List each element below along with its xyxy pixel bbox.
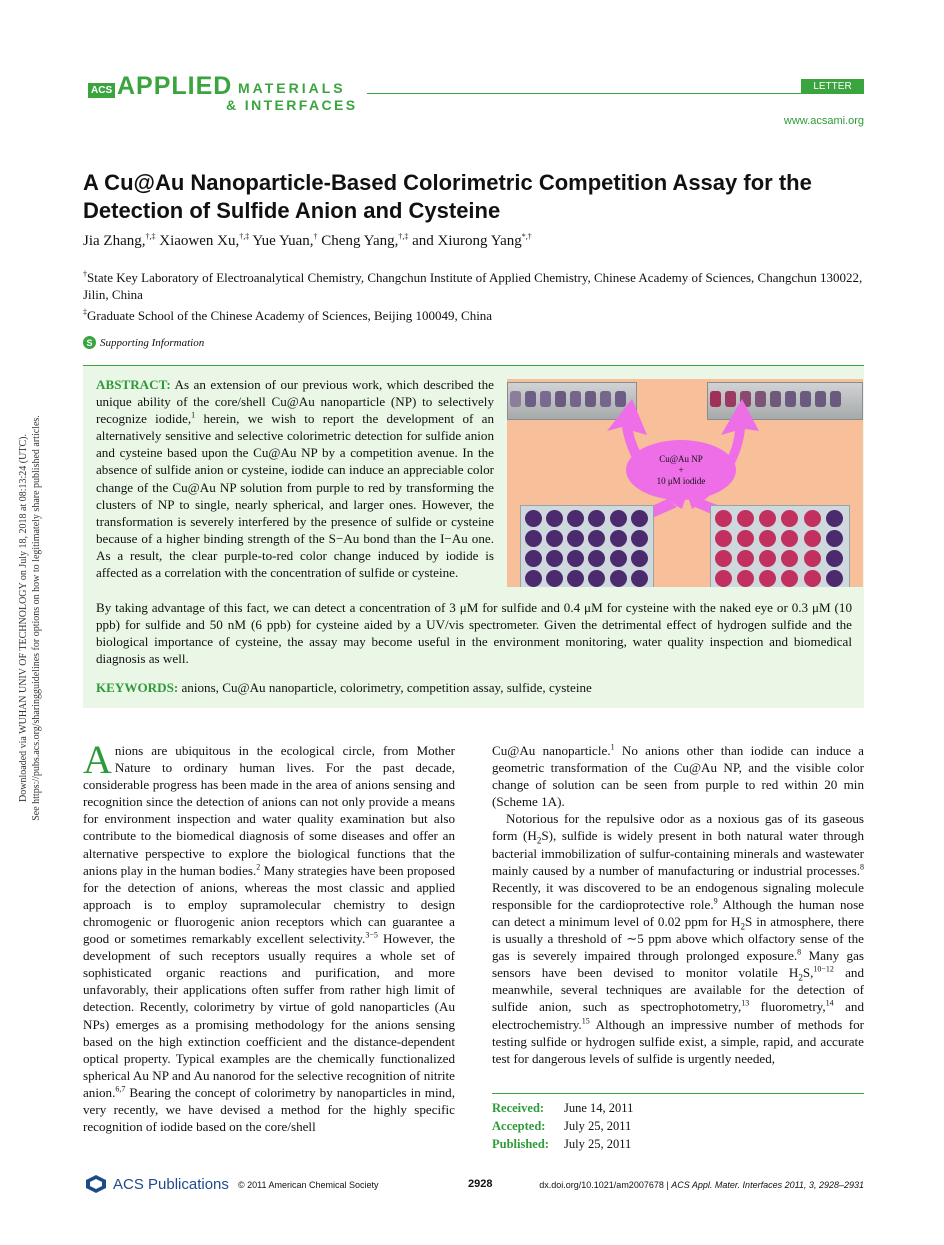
well [759, 570, 776, 587]
affiliation-text: State Key Laboratory of Electroanalytical Chemistry, Changchun Institute of Applied Chemistry, Chinese Academy of Sciences, Changchun 130022, Jilin, China [83, 270, 863, 302]
well [610, 530, 627, 547]
date-row [492, 1135, 633, 1153]
date-label: Published: [492, 1137, 549, 1151]
date-value: June 14, 2011 [564, 1101, 634, 1115]
author-name[interactable]: Xiaowen Xu, [159, 233, 240, 249]
citation-ref[interactable]: 8 [797, 947, 802, 957]
publisher-name: ACS Publications [113, 1175, 229, 1193]
journal-url-link[interactable]: www.acsami.org [783, 115, 864, 127]
paragraph [492, 742, 864, 810]
date-label: Accepted: [492, 1119, 546, 1133]
well [546, 510, 563, 527]
paragraph [492, 810, 864, 1066]
body-text: and electrochemistry. [492, 999, 864, 1032]
article-type-tab: LETTER [801, 79, 864, 94]
subscript: 2 [798, 972, 803, 983]
author-name[interactable]: Jia Zhang, [83, 233, 146, 249]
well [546, 570, 563, 587]
body-text: S in atmosphere, there is usually a threshold of ∼5 ppm above which olfactory sense of the gas is severely impaired through prolonged exposure. [492, 913, 864, 964]
abstract-text-1b: herein, we wish to report the development of an alternatively sensitive and selective colorimetric detection for sulfide anion and cysteine based upon the Cu@Au NP by a competition avenue. In the absence of sulfide anion or cysteine, iodide can induce an appreciable color change of the Cu@Au NP solution from purple to red by transforming the clusters of NP to single, nearly spherical, and larger ones. However, the transformation is severely interfered by the presence of sulfide or cysteine because of a higher binding strength of the S−Au bond than the I−Au one. As a result, the clear purple-to-red color change induced by iodide is affected as a correlation with the concentration of sulfide or cysteine. [96, 411, 494, 581]
well [567, 530, 584, 547]
well [631, 510, 648, 527]
watermark-line-2: See https://pubs.acs.org/sharingguidelines for options on how to legitimately share published articles. [31, 415, 42, 821]
well [781, 510, 798, 527]
body-text: Bearing the concept of colorimetry by nanoparticles in mind, very recently, we have devised a method for the highly specific recognition of iodide based on the core/shell [83, 1084, 455, 1135]
affiliation-mark: † [83, 269, 87, 279]
journal-citation: ACS Appl. Mater. Interfaces 2011, 3, 2928–2931 [671, 1180, 864, 1190]
graphical-abstract [507, 379, 863, 587]
well [588, 570, 605, 587]
well [588, 530, 605, 547]
citation-ref[interactable]: 13 [741, 999, 750, 1009]
well [826, 530, 843, 547]
citation-ref[interactable]: 15 [581, 1016, 590, 1026]
well [826, 550, 843, 567]
body-text: fluorometry, [749, 999, 826, 1015]
author-affiliation-mark: †,‡ [145, 232, 156, 241]
citation-ref[interactable]: 8 [860, 862, 864, 872]
acs-hexagon-icon [85, 1174, 107, 1194]
well [525, 530, 542, 547]
body-text: Many strategies have been proposed for the detection of anions, whereas the most classic and applied approach is to employ supramolecular chemistry to design chromogenic or fluorogenic anion receptors which can guarantee a good or sometimes remarkably excellent selectivity. [83, 862, 455, 947]
citation-ref[interactable]: 6,7 [115, 1084, 126, 1094]
well [715, 530, 732, 547]
well [737, 550, 754, 567]
reagent-line-2: + [678, 464, 684, 475]
journal-logo-interfaces: & INTERFACES [226, 97, 358, 113]
well [567, 550, 584, 567]
well [631, 530, 648, 547]
reagent-line-3: 10 μM iodide [656, 475, 706, 486]
supporting-info-label: Supporting Information [100, 336, 205, 349]
supporting-information-link[interactable] [83, 336, 204, 349]
date-row [492, 1099, 633, 1117]
journal-logo-materials: MATERIALS [238, 80, 346, 96]
well [737, 510, 754, 527]
well [781, 550, 798, 567]
watermark-line-1: Downloaded via WUHAN UNIV OF TECHNOLOGY on July 18, 2018 at 08:13:24 (UTC). [18, 434, 29, 802]
well [715, 570, 732, 587]
citation-ref[interactable]: 3−5 [365, 930, 378, 940]
well [759, 510, 776, 527]
author-affiliation-mark: †,‡ [398, 232, 409, 241]
well [781, 530, 798, 547]
body-text: Many gas sensors have been devised to monitor volatile H [492, 948, 864, 981]
well [826, 570, 843, 587]
date-label: Received: [492, 1101, 545, 1115]
well [804, 510, 821, 527]
abstract-label: ABSTRACT: [96, 377, 171, 392]
copyright: © 2011 American Chemical Society [238, 1180, 379, 1190]
well [525, 570, 542, 587]
well [610, 570, 627, 587]
affiliation-1 [83, 269, 863, 303]
well [804, 570, 821, 587]
body-text: Although an impressive number of methods for testing sulfide or hydrogen sulfide exist, a simple, rapid, and accurate test for dangerous levels of sulfide is urgently needed, [492, 1016, 864, 1066]
date-value: July 25, 2011 [564, 1137, 632, 1151]
body-text: Cu@Au nanoparticle. [492, 743, 611, 758]
header-rule [367, 93, 864, 94]
body-column-right [492, 742, 864, 1067]
page-number: 2928 [468, 1178, 493, 1190]
well [631, 570, 648, 587]
author-affiliation-mark: † [313, 232, 318, 241]
well [715, 550, 732, 567]
affiliation-mark: ‡ [83, 307, 87, 317]
body-text: S, [802, 965, 814, 981]
author-name[interactable]: Yue Yuan, [252, 233, 314, 249]
subscript: 2 [740, 921, 746, 932]
body-text: Although the human nose can detect a minimum level of 0.02 ppm for H [492, 896, 864, 929]
citation-ref[interactable]: 2 [256, 862, 261, 872]
author-affiliation-mark: *,† [521, 232, 532, 241]
publication-dates [492, 1099, 633, 1153]
reagent-label [626, 440, 736, 500]
well [804, 550, 821, 567]
well [781, 570, 798, 587]
acs-badge: ACS [88, 83, 115, 98]
well [525, 510, 542, 527]
well [737, 530, 754, 547]
drop-cap: A [83, 737, 112, 782]
citation-ref[interactable]: 10−12 [813, 964, 834, 974]
keywords [96, 680, 592, 696]
well [826, 510, 843, 527]
well [588, 510, 605, 527]
affiliation-2 [83, 307, 863, 324]
date-value: July 25, 2011 [564, 1119, 632, 1133]
date-row [492, 1117, 633, 1135]
author-list [83, 233, 532, 250]
well [737, 570, 754, 587]
well [804, 530, 821, 547]
well-grid [525, 510, 649, 587]
citation-ref[interactable]: 9 [713, 896, 718, 906]
subscript: 2 [536, 836, 542, 847]
abstract-text-full-width: By taking advantage of this fact, we can detect a concentration of 3 μM for sulfide and 0.4 μM for cysteine with the naked eye or 0.3 μM (10 ppb) for sulfide and 50 nM (6 ppb) for cysteine aided by a UV/vis spectrometer. Given the detrimental effect of hydrogen sulfide and the biological importance of cysteine, the assay may become useful in the environment monitoring, water quality inspection and biomedical diagnosis as well. [96, 600, 852, 667]
body-column-left [83, 737, 455, 1135]
well-grid [715, 510, 845, 587]
well [759, 550, 776, 567]
citation-ref[interactable]: 14 [825, 999, 834, 1009]
well [610, 510, 627, 527]
body-text: and meanwhile, several techniques are available for the detection of sulfide anion, such as spectrophotometry, [492, 965, 864, 1015]
well [631, 550, 648, 567]
well [759, 530, 776, 547]
well-plate-red [710, 505, 850, 587]
citation-ref[interactable]: 1 [610, 742, 615, 752]
abstract-text-wrapped [96, 376, 494, 581]
author-name[interactable]: Cheng Yang, [321, 233, 399, 249]
well [567, 570, 584, 587]
journal-logo-applied: APPLIED [117, 72, 233, 100]
reagent-line-1: Cu@Au NP [659, 453, 703, 464]
abstract-text-1a: As an extension of our previous work, which described the unique ability of the core/shell Cu@Au nanoparticle (NP) to selectively recognize iodide, [96, 377, 494, 427]
keywords-text: anions, Cu@Au nanoparticle, colorimetry, competition assay, sulfide, cysteine [181, 680, 592, 695]
body-text: Notorious for the repulsive odor as a noxious gas of its gaseous form (H [492, 811, 864, 844]
doi-link[interactable]: dx.doi.org/10.1021/am2007678 [539, 1180, 664, 1190]
acs-publications-logo[interactable] [85, 1174, 229, 1194]
keywords-label: KEYWORDS: [96, 680, 179, 695]
affiliation-text: Graduate School of the Chinese Academy of Sciences, Beijing 100049, China [87, 308, 493, 323]
well [610, 550, 627, 567]
supporting-info-icon: S [83, 336, 96, 349]
body-text: S), sulfide is widely present in both natural water through bacterial immobilization of sulfur-containing minerals and wastewater mainly caused by a number of manufacturing or industrial processes. [492, 828, 864, 878]
well [567, 510, 584, 527]
well [546, 550, 563, 567]
body-text: However, the development of such receptors usually requires a whole set of sophisticated organic reactions and purification, and more unfavorably, their applications often suffer from rather high limit of detection. Recently, colorimetry by virtue of gold nanoparticles (Au NPs) emerges as a promising methodology for the anions sensing based on the high extinction coefficient and the distance-dependent optical property. Typical examples are the chemically functionalized spherical Au NP and Au nanorod for the selective recognition of nitrite anion. [83, 931, 455, 1100]
well [715, 510, 732, 527]
well [546, 530, 563, 547]
body-text: Recently, it was discovered to be an endogenous signaling molecule responsible for the cardioprotective role. [492, 879, 864, 912]
dates-rule [492, 1093, 864, 1094]
author-affiliation-mark: †,‡ [239, 232, 250, 241]
citation-ref[interactable]: 1 [191, 410, 196, 420]
well [588, 550, 605, 567]
body-text: No anions other than iodide can induce a geometric transformation of the Cu@Au NP, and the visible color change of solution can be seen from purple to red within 20 min (Scheme 1A). [492, 743, 864, 810]
author-name[interactable]: and Xiurong Yang [412, 233, 522, 249]
well [525, 550, 542, 567]
well-plate-purple [520, 505, 654, 587]
article-title: A Cu@Au Nanoparticle-Based Colorimetric Competition Assay for the Detection of Sulfide Anion and Cysteine [83, 170, 812, 223]
download-watermark [17, 323, 43, 913]
doi-citation: dx.doi.org/10.1021/am2007678 | ACS Appl. Mater. Interfaces 2011, 3, 2928–2931 [539, 1180, 864, 1190]
body-text: nions are ubiquitous in the ecological circle, from Mother Nature to ordinary human lives. For the past decade, considerable progress has been made in the area of anions sensing and recognition since the detection of anions can not only provide a means for environment inspection and water quality examination but also contribute to the biomedical diagnosis of some diseases and offer an alternative perspective to explore the biological functions that the anions play in the human bodies. [83, 743, 455, 878]
